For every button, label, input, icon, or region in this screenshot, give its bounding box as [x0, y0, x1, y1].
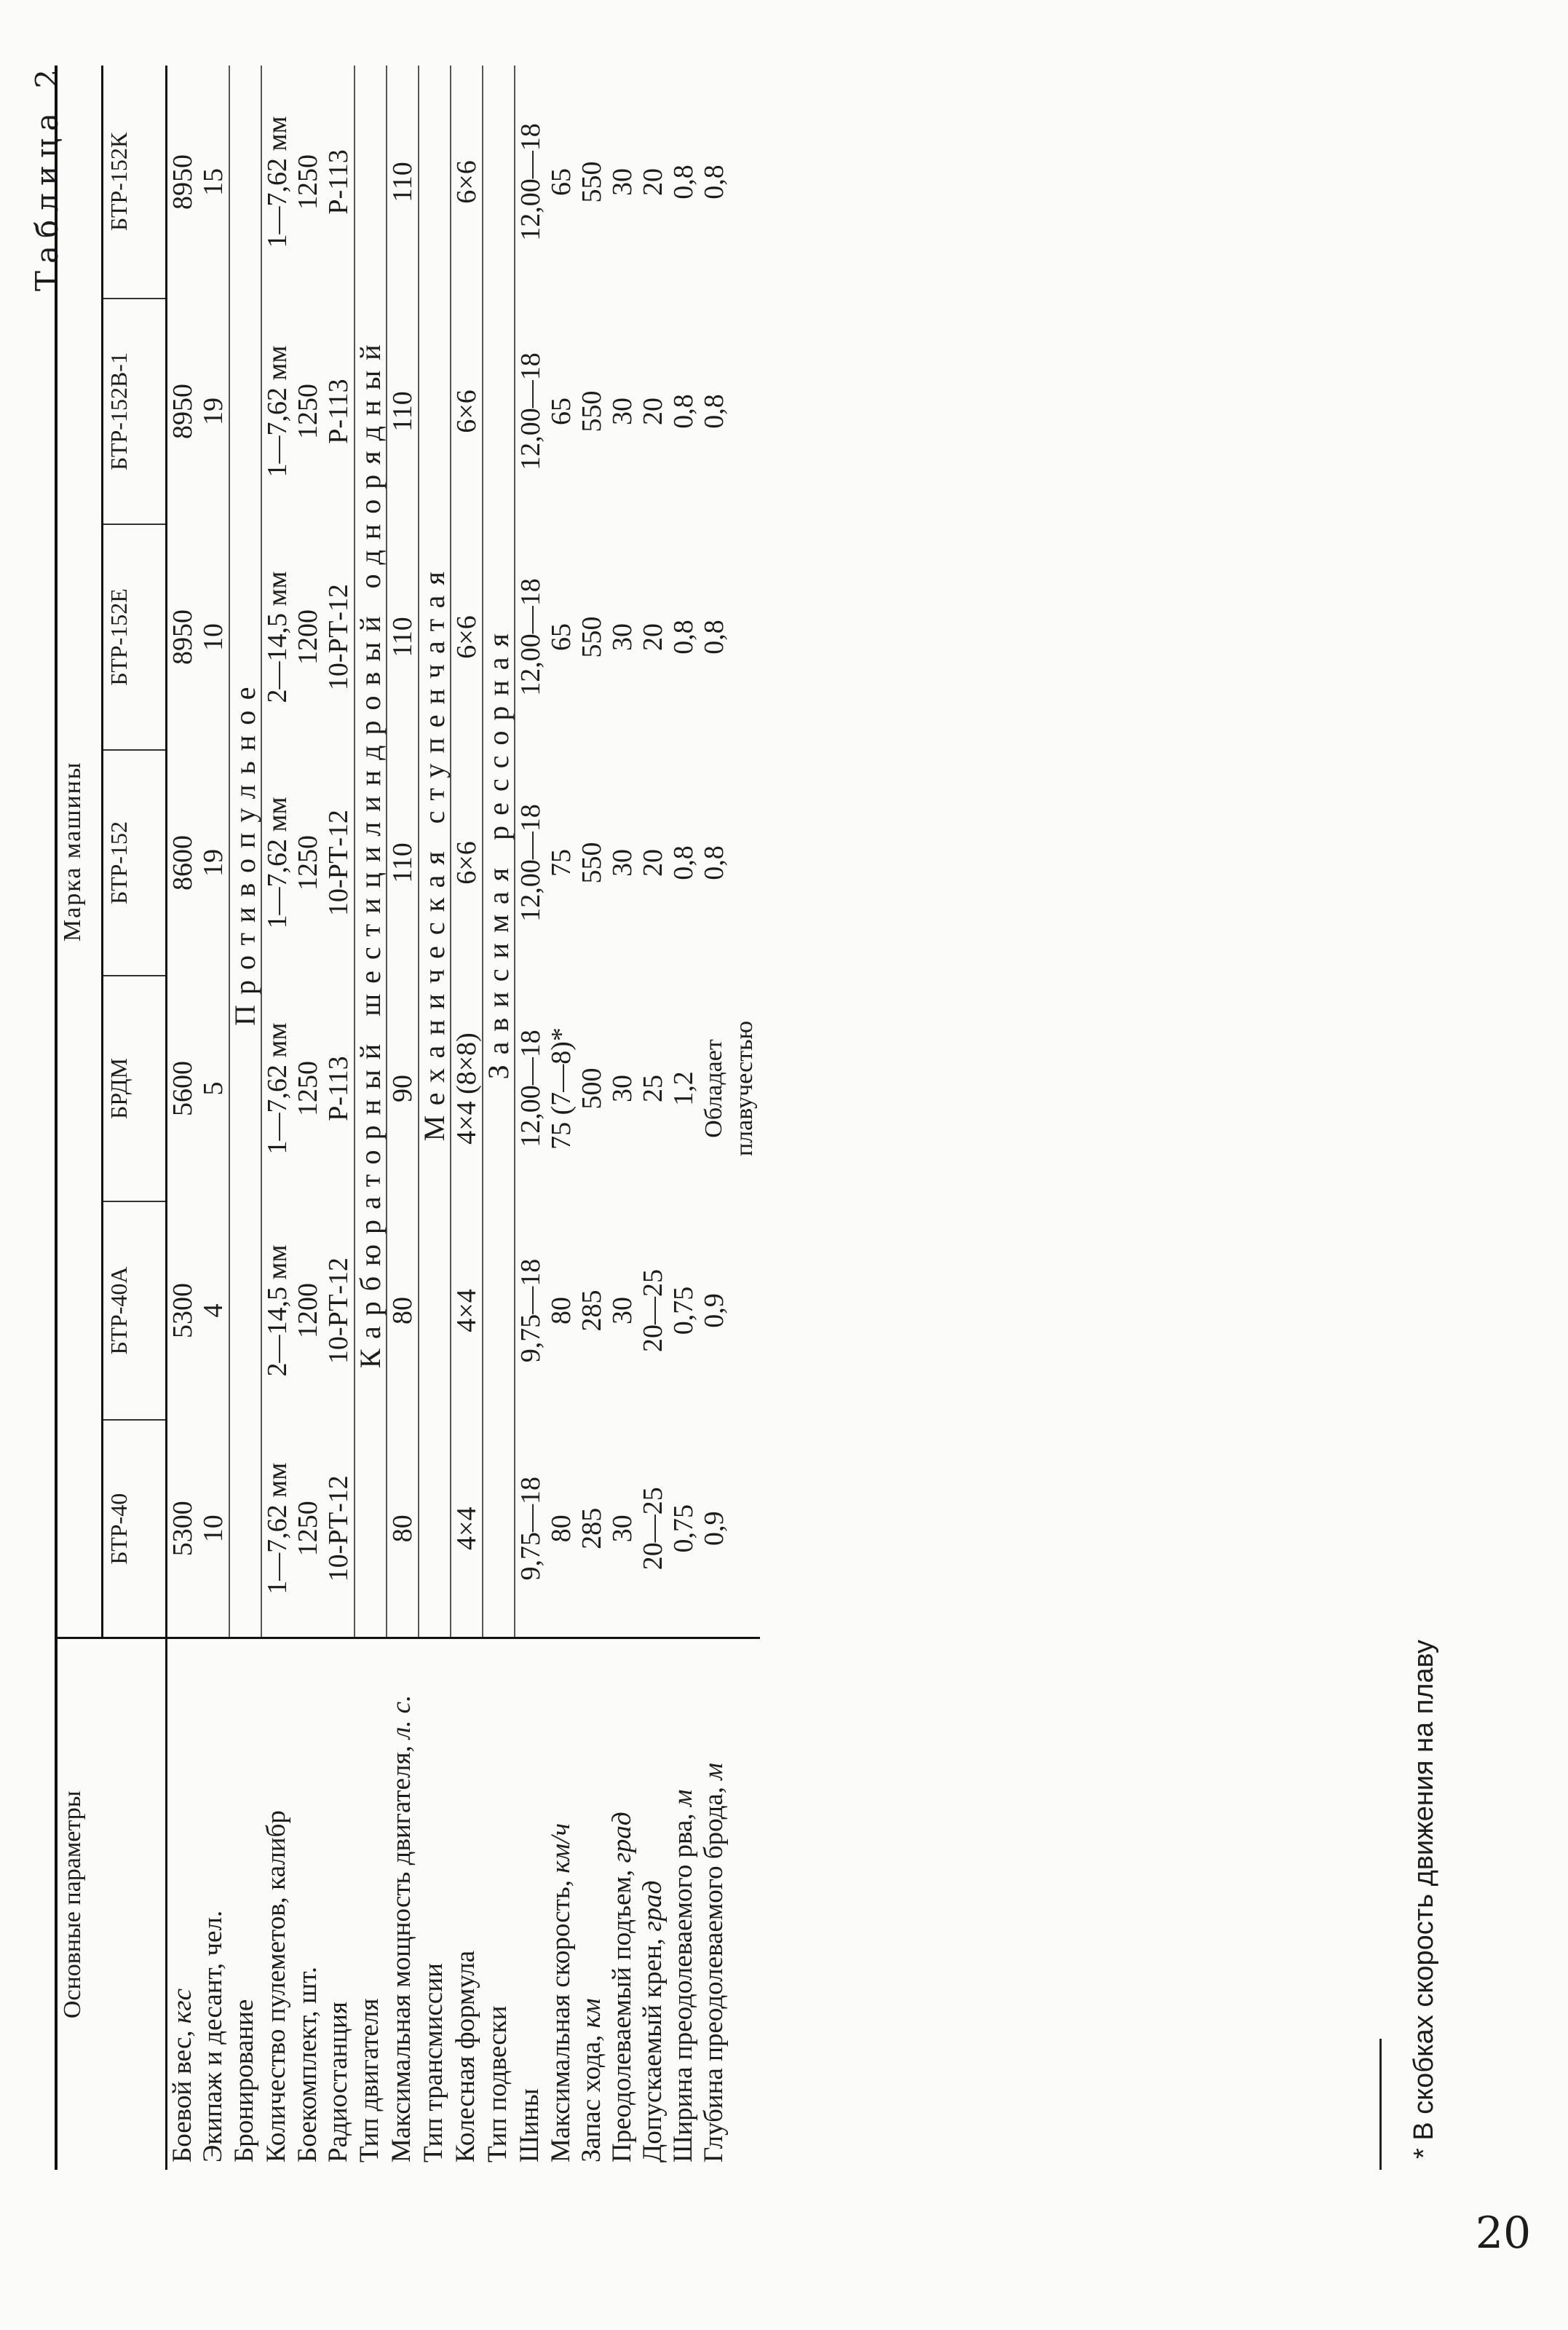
value-cell: 80 — [546, 1514, 577, 1543]
table-row — [167, 66, 199, 2170]
value-cell: 20—25 — [638, 1269, 668, 1352]
value-cell: 30 — [607, 1514, 638, 1543]
value-cell: 65 — [546, 623, 577, 651]
param-label-text: Тип подвески — [483, 2005, 512, 2163]
param-label — [261, 1638, 293, 2170]
param-label-text: Максимальная скорость, — [546, 1873, 576, 2163]
value-cell: 25 — [638, 1075, 668, 1102]
value-cell: 6×6 — [451, 524, 483, 750]
shared-value-cell: Механическая ступенчатая — [419, 66, 451, 1638]
value-cell: 80 — [387, 1420, 419, 1638]
param-label-text: Бронирование — [229, 1999, 259, 2163]
table-row — [546, 66, 577, 2170]
value-cell: 0,8 — [699, 620, 729, 655]
value-cell: 0,8 — [668, 845, 699, 880]
table-row — [387, 66, 419, 2170]
param-label — [419, 1638, 451, 2170]
param-label-text: Преодолеваемый подъем, — [607, 1863, 637, 2163]
param-label-text: Тип двигателя — [355, 1998, 384, 2163]
value-cell: 8950 — [167, 384, 198, 439]
value-cell: 2—14,5 мм — [261, 524, 293, 750]
value-cell: 75 (7—8)* — [546, 1027, 577, 1150]
value-cell: 4×4 — [451, 1201, 483, 1420]
value-cell: 12,00—18 — [515, 976, 546, 1201]
value-cell: 1—7,62 мм — [261, 299, 293, 524]
value-cell: 10-РТ-12 — [323, 583, 354, 691]
value-cell: 1200 — [293, 609, 323, 665]
value-cell: 0,8 — [668, 620, 699, 655]
table-row — [261, 66, 293, 2170]
value-cell: 8600 — [167, 835, 198, 890]
column-header: БРДМ — [103, 976, 167, 1201]
value-cell: 8950 — [167, 609, 198, 665]
value-cell: 5300 — [167, 1283, 198, 1338]
value-cell: 12,00—18 — [515, 66, 546, 299]
param-unit: км/ч — [546, 1822, 576, 1873]
value-cell: 8950 — [167, 154, 198, 210]
footnote-rule — [1379, 2039, 1382, 2170]
shared-value-cell: Зависимая рессорная — [483, 66, 515, 1638]
value-cell: 12,00—18 — [515, 750, 546, 976]
param-unit: м — [668, 1789, 698, 1807]
param-label-text: Боевой вес, — [167, 2023, 197, 2163]
param-label-text: Допускаемый крен, — [638, 1931, 668, 2163]
column-header: БТР-152В-1 — [103, 299, 167, 524]
param-label — [546, 1638, 577, 2170]
value-cell: 10-РТ-12 — [323, 1257, 354, 1365]
table-row — [198, 66, 229, 2170]
param-unit: м — [699, 1763, 729, 1780]
value-cell: 1250 — [293, 154, 323, 210]
table-row — [638, 66, 668, 2170]
value-cell: 0,8 — [699, 845, 729, 880]
value-cell: 9,75—18 — [515, 1420, 546, 1638]
param-unit: км — [577, 1998, 606, 2029]
value-cell: 30 — [607, 623, 638, 651]
param-label — [229, 1638, 261, 2170]
param-label — [638, 1638, 668, 2170]
param-label-text: Глубина преодолеваемого брода, — [699, 1780, 729, 2163]
shared-value-cell: Карбюраторный шестицилиндровый однорядный — [355, 66, 387, 1638]
value-cell: 550 — [577, 390, 607, 433]
value-cell: 285 — [577, 1507, 607, 1549]
param-unit: град — [638, 1880, 668, 1932]
param-unit: л. с. — [387, 1694, 416, 1739]
param-label — [483, 1638, 515, 2170]
value-cell: 0,75 — [668, 1286, 699, 1335]
value-cell: 4×4 — [451, 1420, 483, 1638]
value-cell: 20—25 — [638, 1487, 668, 1571]
param-label — [668, 1638, 699, 2170]
value-cell: 65 — [546, 167, 577, 196]
value-cell: 30 — [607, 1075, 638, 1102]
value-cell: 4 — [198, 1303, 229, 1318]
table-title: Таблица 2 — [29, 61, 65, 291]
value-cell: 80 — [387, 1201, 419, 1420]
vehicle-group-header: Марка машины — [56, 66, 103, 1638]
param-unit: град — [607, 1812, 637, 1863]
value-cell: 20 — [638, 623, 668, 651]
value-cell: 20 — [638, 398, 668, 425]
param-label — [198, 1638, 229, 2170]
value-cell: 80 — [546, 1297, 577, 1324]
value-cell: 1250 — [293, 1501, 323, 1557]
value-cell: 30 — [607, 849, 638, 877]
table-row — [577, 66, 607, 2170]
column-header: БТР-40А — [103, 1201, 167, 1420]
param-label-text: Запас хода, — [577, 2028, 606, 2163]
value-cell: 1,2 — [668, 1071, 699, 1106]
table-row — [699, 66, 760, 2170]
param-label — [451, 1638, 483, 2170]
value-cell: 65 — [546, 398, 577, 425]
value-cell: 9,75—18 — [515, 1201, 546, 1420]
param-label-text: Радиостанция — [323, 2002, 353, 2163]
value-cell: 0,8 — [699, 165, 729, 200]
param-label — [699, 1638, 760, 2170]
table-row — [355, 66, 387, 2170]
column-header: БТР-40 — [103, 1420, 167, 1638]
param-label — [387, 1638, 419, 2170]
value-cell: 110 — [387, 66, 419, 299]
value-cell: 20 — [638, 167, 668, 196]
table-row — [451, 66, 483, 2170]
page-number: 20 — [1475, 2207, 1532, 2259]
value-cell: 0,9 — [699, 1293, 729, 1328]
value-cell: 500 — [577, 1067, 607, 1110]
table-row — [293, 66, 323, 2170]
param-label-text: Колесная формула — [451, 1950, 480, 2163]
value-cell: 30 — [607, 167, 638, 196]
value-cell: 1250 — [293, 1061, 323, 1116]
table-row — [483, 66, 515, 2170]
param-label — [167, 1638, 199, 2170]
value-cell: Р-113 — [323, 379, 354, 444]
table-row — [419, 66, 451, 2170]
param-label — [515, 1638, 546, 2170]
value-cell: 5600 — [167, 1061, 198, 1116]
table-row — [607, 66, 638, 2170]
value-cell: 110 — [387, 524, 419, 750]
value-cell: 550 — [577, 842, 607, 884]
value-cell: 4×4 (8×8) — [451, 976, 483, 1201]
value-cell: 0,8 — [699, 394, 729, 429]
value-cell: 10 — [198, 1514, 229, 1543]
value-cell: Р-113 — [323, 1056, 354, 1121]
value-cell: 30 — [607, 1297, 638, 1324]
param-label-text: Количество пулеметов, калибр — [261, 1810, 291, 2163]
value-cell: 5 — [198, 1081, 229, 1096]
value-cell: 550 — [577, 616, 607, 658]
table-row — [323, 66, 355, 2170]
param-label — [355, 1638, 387, 2170]
table-row — [229, 66, 261, 2170]
value-cell: 10-РТ-12 — [323, 809, 354, 917]
value-cell: 0,8 — [668, 394, 699, 429]
param-label-text: Шины — [515, 2088, 545, 2163]
value-cell: 5300 — [167, 1501, 198, 1557]
param-label-text: Ширина преодолеваемого рва, — [668, 1806, 698, 2163]
table-row — [515, 66, 546, 2170]
param-label-text: Максимальная мощность двигателя, — [387, 1739, 416, 2163]
value-cell: 110 — [387, 299, 419, 524]
value-cell: 30 — [607, 398, 638, 425]
value-cell: 6×6 — [451, 750, 483, 976]
value-cell: 90 — [387, 976, 419, 1201]
param-label-text: Экипаж и десант, чел. — [198, 1910, 228, 2163]
param-label-text: Боекомплект, шт. — [293, 1966, 322, 2163]
value-cell: 15 — [198, 167, 229, 196]
value-cell: 0,9 — [699, 1511, 729, 1546]
value-cell: 19 — [198, 398, 229, 425]
value-cell: 1200 — [293, 1283, 323, 1338]
value-cell: 6×6 — [451, 299, 483, 524]
value-cell: 10-РТ-12 — [323, 1475, 354, 1582]
param-label — [323, 1638, 355, 2170]
shared-value-cell: Противопульное — [229, 66, 261, 1638]
param-unit: кгс — [167, 1988, 197, 2024]
footnote: * В скобках скорость движения на плаву — [1409, 1640, 1439, 2159]
param-label — [607, 1638, 638, 2170]
value-cell: 10 — [198, 623, 229, 651]
column-header: БТР-152К — [103, 66, 167, 299]
value-cell: 6×6 — [451, 66, 483, 299]
value-cell: 20 — [638, 849, 668, 877]
value-cell: 75 — [546, 849, 577, 877]
value-cell: 12,00—18 — [515, 524, 546, 750]
vehicle-spec-table — [55, 66, 760, 2170]
value-cell: 19 — [198, 849, 229, 877]
param-label-text: Тип трансмиссии — [419, 1963, 448, 2163]
param-label — [293, 1638, 323, 2170]
value-cell: 285 — [577, 1290, 607, 1332]
value-cell: 0,75 — [668, 1504, 699, 1553]
value-cell: 1—7,62 мм — [261, 66, 293, 299]
value-cell: 1250 — [293, 384, 323, 439]
param-label — [577, 1638, 607, 2170]
table-row — [668, 66, 699, 2170]
value-cell: 110 — [387, 750, 419, 976]
value-cell: 2—14,5 мм — [261, 1201, 293, 1420]
column-header: БТР-152Е — [103, 524, 167, 750]
value-cell: 12,00—18 — [515, 299, 546, 524]
value-cell: 1250 — [293, 835, 323, 890]
value-cell: Р-113 — [323, 149, 354, 215]
param-column-header: Основные параметры — [56, 1638, 167, 2170]
value-cell: Обладает плавучестью — [700, 1020, 758, 1157]
value-cell: 0,8 — [668, 165, 699, 200]
value-cell: 1—7,62 мм — [261, 976, 293, 1201]
value-cell: 550 — [577, 161, 607, 203]
value-cell: 1—7,62 мм — [261, 1420, 293, 1638]
value-cell: 1—7,62 мм — [261, 750, 293, 976]
column-header: БТР-152 — [103, 750, 167, 976]
